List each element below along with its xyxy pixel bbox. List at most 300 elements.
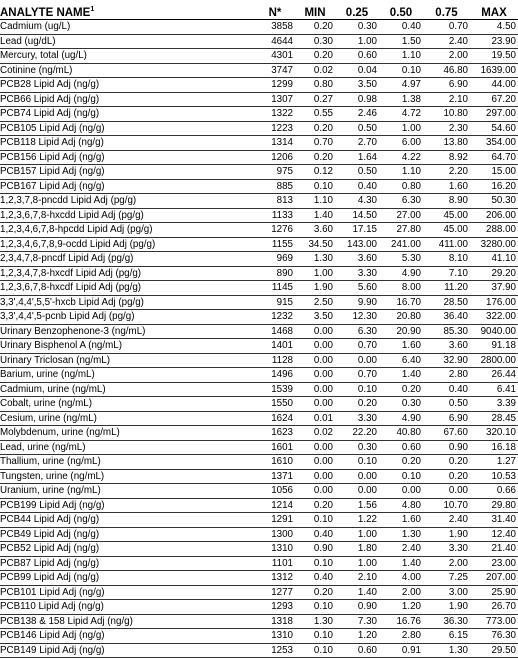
n-cell: 1223 xyxy=(255,121,295,136)
q25-cell: 1.20 xyxy=(335,629,379,644)
q25-cell: 1.22 xyxy=(335,513,379,528)
q75-cell: 8.10 xyxy=(423,252,470,267)
analyte-name-cell: PCB118 Lipid Adj (ng/g) xyxy=(0,136,255,151)
max-cell: 37.90 xyxy=(470,281,518,296)
max-cell: 28.45 xyxy=(470,411,518,426)
q25-cell: 0.30 xyxy=(335,440,379,455)
q75-cell: 0.70 xyxy=(423,20,470,35)
analyte-name-cell: PCB146 Lipid Adj (ng/g) xyxy=(0,629,255,644)
q50-cell: 8.00 xyxy=(379,281,423,296)
max-cell: 354.00 xyxy=(470,136,518,151)
analyte-name-cell: PCB110 Lipid Adj (ng/g) xyxy=(0,600,255,615)
n-cell: 969 xyxy=(255,252,295,267)
n-cell: 1539 xyxy=(255,382,295,397)
analyte-name-cell: PCB74 Lipid Adj (ng/g) xyxy=(0,107,255,122)
min-cell: 0.10 xyxy=(295,629,335,644)
q50-cell: 0.40 xyxy=(379,20,423,35)
q25-cell: 12.30 xyxy=(335,310,379,325)
q25-cell: 0.30 xyxy=(335,20,379,35)
max-cell: 15.00 xyxy=(470,165,518,180)
analyte-name-cell: 1,2,3,4,6,7,8,9-ocdd Lipid Adj (pg/g) xyxy=(0,237,255,252)
q50-cell: 1.20 xyxy=(379,600,423,615)
table-row xyxy=(0,266,518,281)
table-row xyxy=(0,150,518,165)
n-cell: 1291 xyxy=(255,513,295,528)
q75-cell: 2.00 xyxy=(423,556,470,571)
analyte-name-cell: 1,2,3,4,6,7,8-hpcdd Lipid Adj (pg/g) xyxy=(0,223,255,238)
n-cell: 1145 xyxy=(255,281,295,296)
min-cell: 0.20 xyxy=(295,585,335,600)
q25-cell: 0.00 xyxy=(335,353,379,368)
q50-cell: 5.30 xyxy=(379,252,423,267)
q25-cell: 2.70 xyxy=(335,136,379,151)
n-cell: 1550 xyxy=(255,397,295,412)
table-row xyxy=(0,426,518,441)
q50-cell: 2.40 xyxy=(379,542,423,557)
q50-cell: 4.80 xyxy=(379,498,423,513)
q75-cell: 11.20 xyxy=(423,281,470,296)
q25-cell: 0.00 xyxy=(335,469,379,484)
q25-cell: 0.50 xyxy=(335,121,379,136)
q25-cell: 3.30 xyxy=(335,266,379,281)
q75-cell: 2.00 xyxy=(423,49,470,64)
analyte-name-cell: PCB101 Lipid Adj (ng/g) xyxy=(0,585,255,600)
min-cell: 34.50 xyxy=(295,237,335,252)
table-row xyxy=(0,455,518,470)
min-cell: 0.00 xyxy=(295,339,335,354)
max-cell: 29.50 xyxy=(470,643,518,658)
q50-cell: 0.80 xyxy=(379,179,423,194)
analyte-name-cell: Cadmium, urine (ng/mL) xyxy=(0,382,255,397)
n-cell: 1601 xyxy=(255,440,295,455)
analyte-name-cell: PCB149 Lipid Adj (ng/g) xyxy=(0,643,255,658)
q75-cell: 45.00 xyxy=(423,223,470,238)
min-cell: 0.10 xyxy=(295,600,335,615)
q50-cell: 1.60 xyxy=(379,513,423,528)
min-cell: 3.50 xyxy=(295,310,335,325)
min-cell: 0.12 xyxy=(295,165,335,180)
analyte-name-cell: Cobalt, urine (ng/mL) xyxy=(0,397,255,412)
min-cell: 0.70 xyxy=(295,136,335,151)
q25-cell: 1.00 xyxy=(335,34,379,49)
q75-cell: 3.60 xyxy=(423,339,470,354)
min-cell: 0.40 xyxy=(295,527,335,542)
q25-cell: 1.00 xyxy=(335,527,379,542)
max-cell: 3280.00 xyxy=(470,237,518,252)
q25-cell: 0.00 xyxy=(335,484,379,499)
analyte-name-cell: Lead (ug/dL) xyxy=(0,34,255,49)
q50-cell: 2.80 xyxy=(379,629,423,644)
table-row xyxy=(0,92,518,107)
analyte-name-cell: 3,3',4,4',5,5'-hxcb Lipid Adj (pg/g) xyxy=(0,295,255,310)
analyte-name-cell: 1,2,3,4,7,8-hxcdf Lipid Adj (pg/g) xyxy=(0,266,255,281)
max-cell: 9040.00 xyxy=(470,324,518,339)
analyte-name-cell: Mercury, total (ug/L) xyxy=(0,49,255,64)
q50-cell: 0.91 xyxy=(379,643,423,658)
q50-cell: 1.38 xyxy=(379,92,423,107)
table-row xyxy=(0,513,518,528)
max-cell: 3.39 xyxy=(470,397,518,412)
header-analyte-name xyxy=(0,0,255,20)
n-cell: 1155 xyxy=(255,237,295,252)
max-cell: 6.41 xyxy=(470,382,518,397)
table-row xyxy=(0,571,518,586)
max-cell: 288.00 xyxy=(470,223,518,238)
q75-cell: 2.80 xyxy=(423,368,470,383)
q75-cell: 1.30 xyxy=(423,643,470,658)
q25-cell: 0.20 xyxy=(335,397,379,412)
q25-cell: 6.30 xyxy=(335,324,379,339)
q75-cell: 0.00 xyxy=(423,484,470,499)
q50-cell: 40.80 xyxy=(379,426,423,441)
q50-cell: 0.20 xyxy=(379,382,423,397)
min-cell: 0.00 xyxy=(295,397,335,412)
q50-cell: 0.20 xyxy=(379,455,423,470)
q50-cell: 1.00 xyxy=(379,121,423,136)
analyte-name-cell: Cesium, urine (ng/mL) xyxy=(0,411,255,426)
q75-cell: 36.40 xyxy=(423,310,470,325)
table-row xyxy=(0,281,518,296)
analyte-name-cell: PCB28 Lipid Adj (ng/g) xyxy=(0,78,255,93)
table-row xyxy=(0,136,518,151)
min-cell: 0.00 xyxy=(295,353,335,368)
max-cell: 26.44 xyxy=(470,368,518,383)
table-row xyxy=(0,585,518,600)
q75-cell: 45.00 xyxy=(423,208,470,223)
q25-cell: 0.40 xyxy=(335,179,379,194)
max-cell: 4.50 xyxy=(470,20,518,35)
max-cell: 773.00 xyxy=(470,614,518,629)
table-row xyxy=(0,252,518,267)
n-cell: 1312 xyxy=(255,571,295,586)
q50-cell: 0.10 xyxy=(379,63,423,78)
q25-cell: 7.30 xyxy=(335,614,379,629)
max-cell: 12.40 xyxy=(470,527,518,542)
n-cell: 813 xyxy=(255,194,295,209)
n-cell: 1401 xyxy=(255,339,295,354)
q75-cell: 6.90 xyxy=(423,78,470,93)
analyte-name-cell: 3,3',4,4',5-pcnb Lipid Adj (pg/g) xyxy=(0,310,255,325)
analyte-name-cell: PCB199 Lipid Adj (ng/g) xyxy=(0,498,255,513)
table-row xyxy=(0,49,518,64)
analyte-name-cell: 2,3,4,7,8-pncdf Lipid Adj (pg/g) xyxy=(0,252,255,267)
table-row xyxy=(0,484,518,499)
table-row xyxy=(0,78,518,93)
max-cell: 64.70 xyxy=(470,150,518,165)
analyte-name-cell: PCB52 Lipid Adj (ng/g) xyxy=(0,542,255,557)
table-header xyxy=(0,0,518,20)
n-cell: 1056 xyxy=(255,484,295,499)
n-cell: 1623 xyxy=(255,426,295,441)
q25-cell: 0.70 xyxy=(335,368,379,383)
q25-cell: 0.70 xyxy=(335,339,379,354)
min-cell: 0.10 xyxy=(295,643,335,658)
min-cell: 1.40 xyxy=(295,208,335,223)
min-cell: 0.00 xyxy=(295,382,335,397)
table-row xyxy=(0,600,518,615)
q25-cell: 0.50 xyxy=(335,165,379,180)
table-row xyxy=(0,20,518,35)
q75-cell: 10.80 xyxy=(423,107,470,122)
q50-cell: 27.00 xyxy=(379,208,423,223)
max-cell: 21.40 xyxy=(470,542,518,557)
table-body xyxy=(0,20,518,658)
n-cell: 1214 xyxy=(255,498,295,513)
min-cell: 0.20 xyxy=(295,498,335,513)
table-row xyxy=(0,542,518,557)
table-row xyxy=(0,629,518,644)
q25-cell: 1.00 xyxy=(335,556,379,571)
table-row xyxy=(0,223,518,238)
q25-cell: 2.10 xyxy=(335,571,379,586)
table-row xyxy=(0,498,518,513)
q75-cell: 3.30 xyxy=(423,542,470,557)
analyte-name-cell: PCB138 & 158 Lipid Adj (ng/g) xyxy=(0,614,255,629)
n-cell: 4644 xyxy=(255,34,295,49)
q25-cell: 1.64 xyxy=(335,150,379,165)
q50-cell: 4.22 xyxy=(379,150,423,165)
q75-cell: 32.90 xyxy=(423,353,470,368)
q75-cell: 67.60 xyxy=(423,426,470,441)
q75-cell: 411.00 xyxy=(423,237,470,252)
min-cell: 0.00 xyxy=(295,469,335,484)
q50-cell: 1.40 xyxy=(379,368,423,383)
q50-cell: 6.40 xyxy=(379,353,423,368)
table-row xyxy=(0,382,518,397)
q25-cell: 4.30 xyxy=(335,194,379,209)
q25-cell: 0.98 xyxy=(335,92,379,107)
max-cell: 0.66 xyxy=(470,484,518,499)
table-row xyxy=(0,556,518,571)
q75-cell: 0.20 xyxy=(423,469,470,484)
min-cell: 0.80 xyxy=(295,78,335,93)
max-cell: 19.50 xyxy=(470,49,518,64)
n-cell: 915 xyxy=(255,295,295,310)
header-row xyxy=(0,0,518,20)
q50-cell: 0.10 xyxy=(379,469,423,484)
min-cell: 0.30 xyxy=(295,34,335,49)
q75-cell: 6.90 xyxy=(423,411,470,426)
max-cell: 16.20 xyxy=(470,179,518,194)
q75-cell: 2.10 xyxy=(423,92,470,107)
analyte-name-cell: Tungsten, urine (ng/mL) xyxy=(0,469,255,484)
n-cell: 1277 xyxy=(255,585,295,600)
table-row xyxy=(0,614,518,629)
q25-cell: 9.90 xyxy=(335,295,379,310)
q50-cell: 4.97 xyxy=(379,78,423,93)
max-cell: 67.20 xyxy=(470,92,518,107)
q75-cell: 0.40 xyxy=(423,382,470,397)
n-cell: 1206 xyxy=(255,150,295,165)
q50-cell: 4.90 xyxy=(379,411,423,426)
max-cell: 29.80 xyxy=(470,498,518,513)
q25-cell: 143.00 xyxy=(335,237,379,252)
n-cell: 3858 xyxy=(255,20,295,35)
q50-cell: 2.00 xyxy=(379,585,423,600)
min-cell: 0.20 xyxy=(295,150,335,165)
analyte-name-cell: PCB157 Lipid Adj (ng/g) xyxy=(0,165,255,180)
table-row xyxy=(0,353,518,368)
n-cell: 1133 xyxy=(255,208,295,223)
analyte-name-cell: PCB44 Lipid Adj (ng/g) xyxy=(0,513,255,528)
table-row xyxy=(0,194,518,209)
analyte-name-cell: Urinary Bisphenol A (ng/mL) xyxy=(0,339,255,354)
q25-cell: 22.20 xyxy=(335,426,379,441)
max-cell: 320.10 xyxy=(470,426,518,441)
analyte-name-cell: Urinary Benzophenone-3 (ng/mL) xyxy=(0,324,255,339)
min-cell: 0.55 xyxy=(295,107,335,122)
n-cell: 1300 xyxy=(255,527,295,542)
min-cell: 0.00 xyxy=(295,484,335,499)
q25-cell: 3.60 xyxy=(335,252,379,267)
q25-cell: 0.60 xyxy=(335,49,379,64)
n-cell: 1293 xyxy=(255,600,295,615)
min-cell: 0.20 xyxy=(295,20,335,35)
n-cell: 1299 xyxy=(255,78,295,93)
n-cell: 1310 xyxy=(255,629,295,644)
header-analyte-name-label: ANALYTE NAME xyxy=(0,7,91,19)
n-cell: 4301 xyxy=(255,49,295,64)
header-q25: 0.25 xyxy=(335,0,379,20)
q25-cell: 1.40 xyxy=(335,585,379,600)
min-cell: 1.30 xyxy=(295,614,335,629)
table-row xyxy=(0,527,518,542)
q50-cell: 4.90 xyxy=(379,266,423,281)
header-n: N* xyxy=(255,0,295,20)
table-row xyxy=(0,411,518,426)
analyte-name-cell: Urinary Triclosan (ng/mL) xyxy=(0,353,255,368)
q75-cell: 1.60 xyxy=(423,179,470,194)
max-cell: 207.00 xyxy=(470,571,518,586)
q75-cell: 46.80 xyxy=(423,63,470,78)
min-cell: 0.20 xyxy=(295,121,335,136)
analyte-name-cell: PCB66 Lipid Adj (ng/g) xyxy=(0,92,255,107)
max-cell: 23.00 xyxy=(470,556,518,571)
q50-cell: 16.76 xyxy=(379,614,423,629)
table-row xyxy=(0,237,518,252)
n-cell: 3747 xyxy=(255,63,295,78)
table-row xyxy=(0,165,518,180)
n-cell: 1101 xyxy=(255,556,295,571)
max-cell: 44.00 xyxy=(470,78,518,93)
table-row xyxy=(0,469,518,484)
q75-cell: 7.25 xyxy=(423,571,470,586)
header-q50: 0.50 xyxy=(379,0,423,20)
q25-cell: 5.60 xyxy=(335,281,379,296)
q75-cell: 2.30 xyxy=(423,121,470,136)
table-row xyxy=(0,34,518,49)
max-cell: 10.53 xyxy=(470,469,518,484)
analyte-name-cell: PCB99 Lipid Adj (ng/g) xyxy=(0,571,255,586)
min-cell: 0.00 xyxy=(295,324,335,339)
n-cell: 1624 xyxy=(255,411,295,426)
table-row xyxy=(0,440,518,455)
n-cell: 1468 xyxy=(255,324,295,339)
max-cell: 2800.00 xyxy=(470,353,518,368)
n-cell: 1610 xyxy=(255,455,295,470)
header-footnote-marker: 1 xyxy=(90,6,95,14)
table-row xyxy=(0,339,518,354)
n-cell: 1496 xyxy=(255,368,295,383)
max-cell: 16.18 xyxy=(470,440,518,455)
max-cell: 41.10 xyxy=(470,252,518,267)
max-cell: 1639.00 xyxy=(470,63,518,78)
min-cell: 3.60 xyxy=(295,223,335,238)
min-cell: 0.10 xyxy=(295,513,335,528)
min-cell: 0.10 xyxy=(295,179,335,194)
analyte-name-cell: 1,2,3,7,8-pncdd Lipid Adj (pg/g) xyxy=(0,194,255,209)
min-cell: 2.50 xyxy=(295,295,335,310)
n-cell: 1371 xyxy=(255,469,295,484)
max-cell: 322.00 xyxy=(470,310,518,325)
q75-cell: 10.70 xyxy=(423,498,470,513)
q50-cell: 20.90 xyxy=(379,324,423,339)
max-cell: 1.27 xyxy=(470,455,518,470)
q75-cell: 85.30 xyxy=(423,324,470,339)
max-cell: 206.00 xyxy=(470,208,518,223)
q25-cell: 0.60 xyxy=(335,643,379,658)
q50-cell: 16.70 xyxy=(379,295,423,310)
max-cell: 50.30 xyxy=(470,194,518,209)
max-cell: 91.18 xyxy=(470,339,518,354)
table-row xyxy=(0,107,518,122)
q25-cell: 3.50 xyxy=(335,78,379,93)
n-cell: 885 xyxy=(255,179,295,194)
min-cell: 1.10 xyxy=(295,194,335,209)
min-cell: 1.00 xyxy=(295,266,335,281)
q25-cell: 14.50 xyxy=(335,208,379,223)
analyte-name-cell: Molybdenum, urine (ng/mL) xyxy=(0,426,255,441)
n-cell: 1322 xyxy=(255,107,295,122)
n-cell: 1276 xyxy=(255,223,295,238)
q50-cell: 1.50 xyxy=(379,34,423,49)
q50-cell: 1.10 xyxy=(379,165,423,180)
q75-cell: 2.20 xyxy=(423,165,470,180)
min-cell: 0.00 xyxy=(295,455,335,470)
q50-cell: 241.00 xyxy=(379,237,423,252)
min-cell: 0.27 xyxy=(295,92,335,107)
q25-cell: 1.56 xyxy=(335,498,379,513)
q75-cell: 36.30 xyxy=(423,614,470,629)
q75-cell: 0.50 xyxy=(423,397,470,412)
analyte-name-cell: Cotinine (ng/mL) xyxy=(0,63,255,78)
min-cell: 0.20 xyxy=(295,49,335,64)
analyte-name-cell: Cadmium (ug/L) xyxy=(0,20,255,35)
table-row xyxy=(0,310,518,325)
q25-cell: 0.10 xyxy=(335,455,379,470)
q25-cell: 17.15 xyxy=(335,223,379,238)
analyte-name-cell: Uranium, urine (ng/mL) xyxy=(0,484,255,499)
q75-cell: 6.15 xyxy=(423,629,470,644)
min-cell: 1.30 xyxy=(295,252,335,267)
analyte-name-cell: PCB87 Lipid Adj (ng/g) xyxy=(0,556,255,571)
q50-cell: 27.80 xyxy=(379,223,423,238)
analyte-name-cell: PCB167 Lipid Adj (ng/g) xyxy=(0,179,255,194)
q75-cell: 0.90 xyxy=(423,440,470,455)
q75-cell: 7.10 xyxy=(423,266,470,281)
n-cell: 1128 xyxy=(255,353,295,368)
header-q75: 0.75 xyxy=(423,0,470,20)
q75-cell: 8.92 xyxy=(423,150,470,165)
table-row xyxy=(0,63,518,78)
q75-cell: 2.40 xyxy=(423,513,470,528)
table-row xyxy=(0,368,518,383)
max-cell: 176.00 xyxy=(470,295,518,310)
q50-cell: 6.30 xyxy=(379,194,423,209)
min-cell: 0.02 xyxy=(295,426,335,441)
q50-cell: 0.00 xyxy=(379,484,423,499)
q75-cell: 0.20 xyxy=(423,455,470,470)
